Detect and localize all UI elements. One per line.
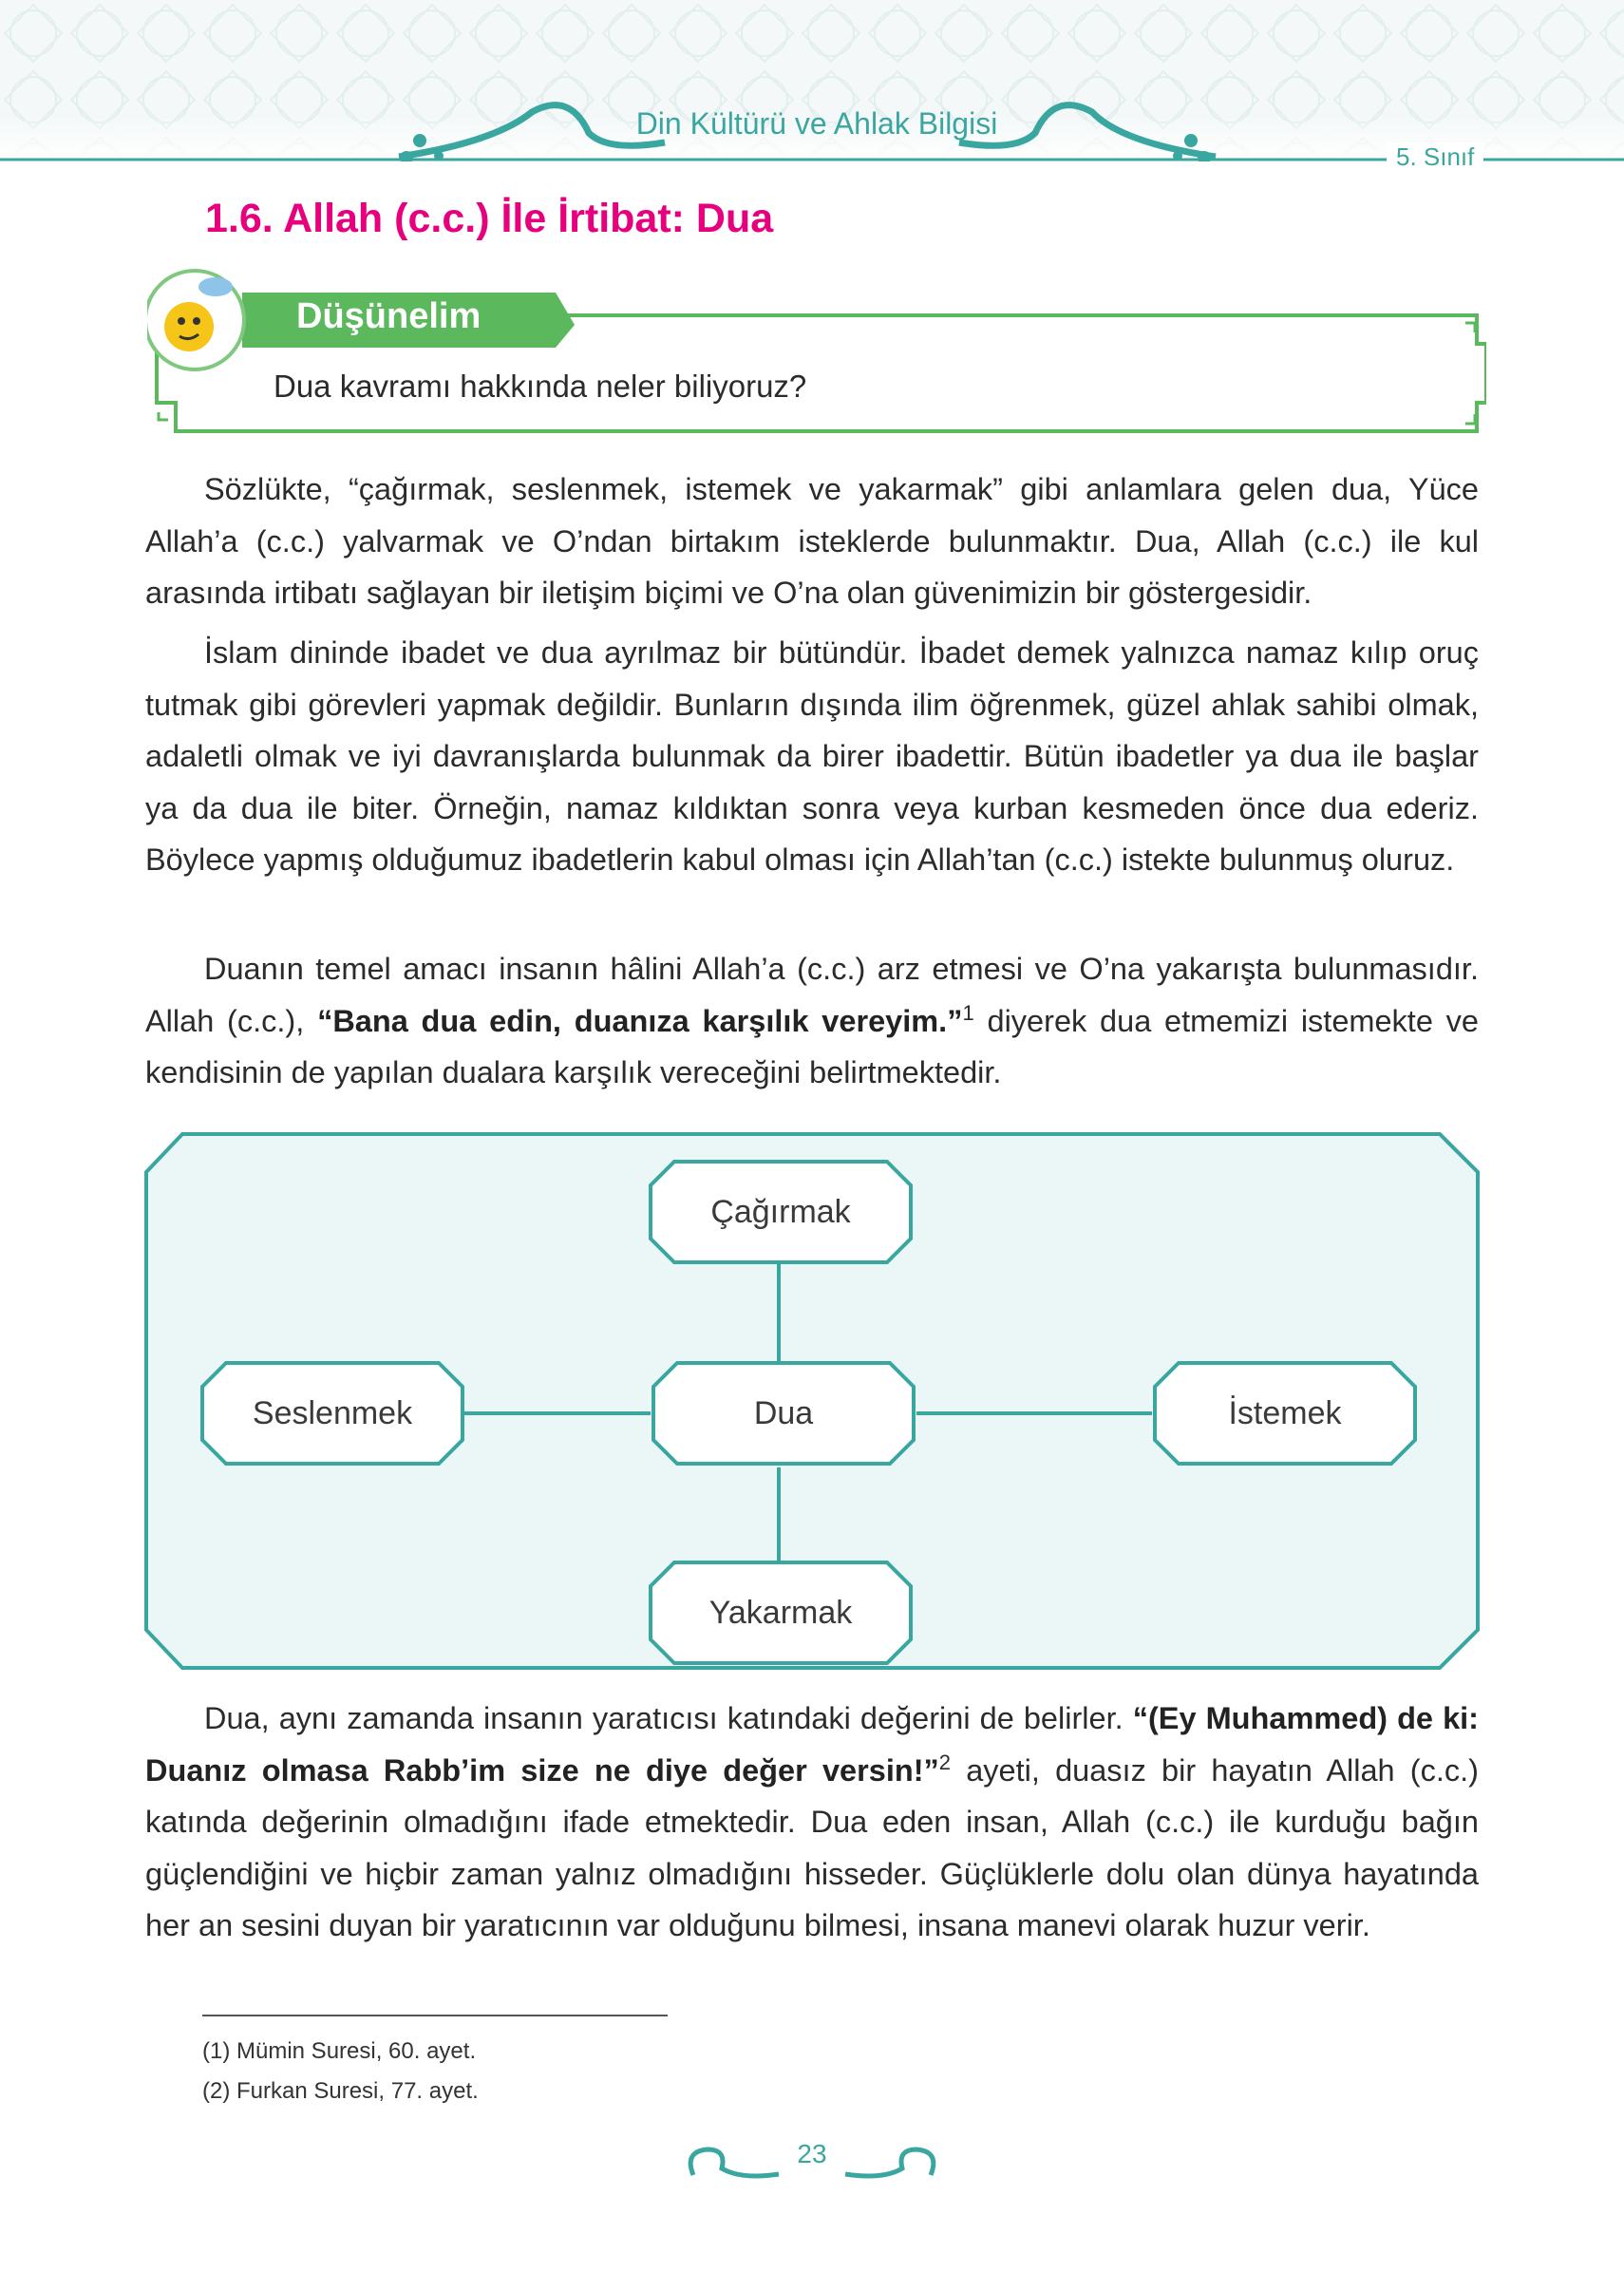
node-seslenmek	[199, 1360, 465, 1467]
node-seslenmek-label: Seslenmek	[252, 1394, 413, 1431]
paragraph-4	[145, 1693, 1479, 1952]
paragraph-4-start: Dua, aynı zamanda insanın yaratıcısı katındaki değerini de belirler.	[204, 1701, 1133, 1735]
paragraph-3-end: diyerek dua etmemizi istemekte ve kendisinin de yapılan dualara karşılık vereceğini belirtmektedir.	[145, 1003, 1480, 1089]
node-dua	[651, 1360, 916, 1467]
paragraph-2: İslam dininde ibadet ve dua ayrılmaz bir bütündür. İbadet demek yalnızca namaz kılıp oruç tutmak gibi görevleri yapmak değildir. Bunların dışında ilim öğrenmek, güzel ahlak sahibi olmak, adaletli olmak ve iyi davranışlarda bulunmak da birer ibadettir. Bütün ibadetler ya dua ile başlar ya da dua ile biter. Örneğin, namaz kıldıktan sonra veya kurban kesmeden önce dua ederiz. Böylece yapmış olduğumuz ibadetlerin kabul olması için Allah’tan (c.c.) istekte bulunmuş oluruz.	[145, 635, 1479, 877]
node-istemek	[1152, 1360, 1418, 1467]
footnote-ref-1: 1	[962, 1000, 974, 1025]
think-label: Düşünelim	[296, 296, 482, 336]
node-dua-label: Dua	[753, 1394, 814, 1431]
paragraph-3	[145, 943, 1479, 1099]
book-title: Din Kültürü ve Ahlak Bilgisi	[635, 106, 998, 141]
think-question: Dua kavramı hakkında neler biliyoruz?	[274, 369, 807, 404]
node-cagirmak-label: Çağırmak	[710, 1193, 851, 1230]
section-title: 1.6. Allah (c.c.) İle İrtibat: Dua	[205, 196, 774, 241]
paragraph-3-start: Duanın temel amacı insanın hâlini Allah’a (c.c.) arz etmesi ve O’na yakarışta bulunmasıdır. Allah (c.c.),	[145, 952, 1479, 1038]
dua-diagram	[142, 1130, 1482, 1672]
page-number: 23	[797, 2139, 827, 2168]
paragraph-4-end: ayeti, duasız bir hayatın Allah (c.c.) katında değerinin olmadığını ifade etmektedir. Dua eden insan, Allah (c.c.) ile kurduğu bağın güçlendiğini ve hiçbir zaman yalnız olmadığını hisseder. Güçlüklerle dolu olan dünya hayatında her an sesini duyan bir yaratıcının var olduğunu bilmesi, insana manevi olarak huzur verir.	[145, 1752, 1479, 1942]
grade-label: 5. Sınıf	[1387, 142, 1483, 172]
think-box	[147, 268, 1486, 448]
node-yakarmak	[648, 1560, 914, 1666]
quote-2: “(Ey Muhammed) de ki: Duanız olmasa Rabb’im size ne diye değer versin!”	[145, 1701, 1479, 1788]
footnote-divider	[202, 2015, 668, 2016]
node-yakarmak-label: Yakarmak	[708, 1594, 853, 1631]
node-istemek-label: İstemek	[1228, 1394, 1342, 1431]
node-cagirmak	[648, 1159, 914, 1265]
quote-1: “Bana dua edin, duanıza karşılık vereyim.”	[317, 1003, 963, 1038]
footnote-1: (1) Mümin Suresi, 60. ayet.	[202, 2038, 477, 2064]
footnote-ref-2: 2	[938, 1750, 952, 1774]
footnote-2: (2) Furkan Suresi, 77. ayet.	[202, 2078, 479, 2104]
paragraph-1: Sözlükte, “çağırmak, seslenmek, istemek ve yakarmak” gibi anlamlara gelen dua, Yüce Allah’a (c.c.) yalvarmak ve O’ndan birtakım isteklerde bulunmaktır. Dua, Allah (c.c.) ile kul arasında irtibatı sağlayan bir iletişim biçimi ve O’na olan güvenimizin bir göstergesidir.	[145, 472, 1479, 610]
